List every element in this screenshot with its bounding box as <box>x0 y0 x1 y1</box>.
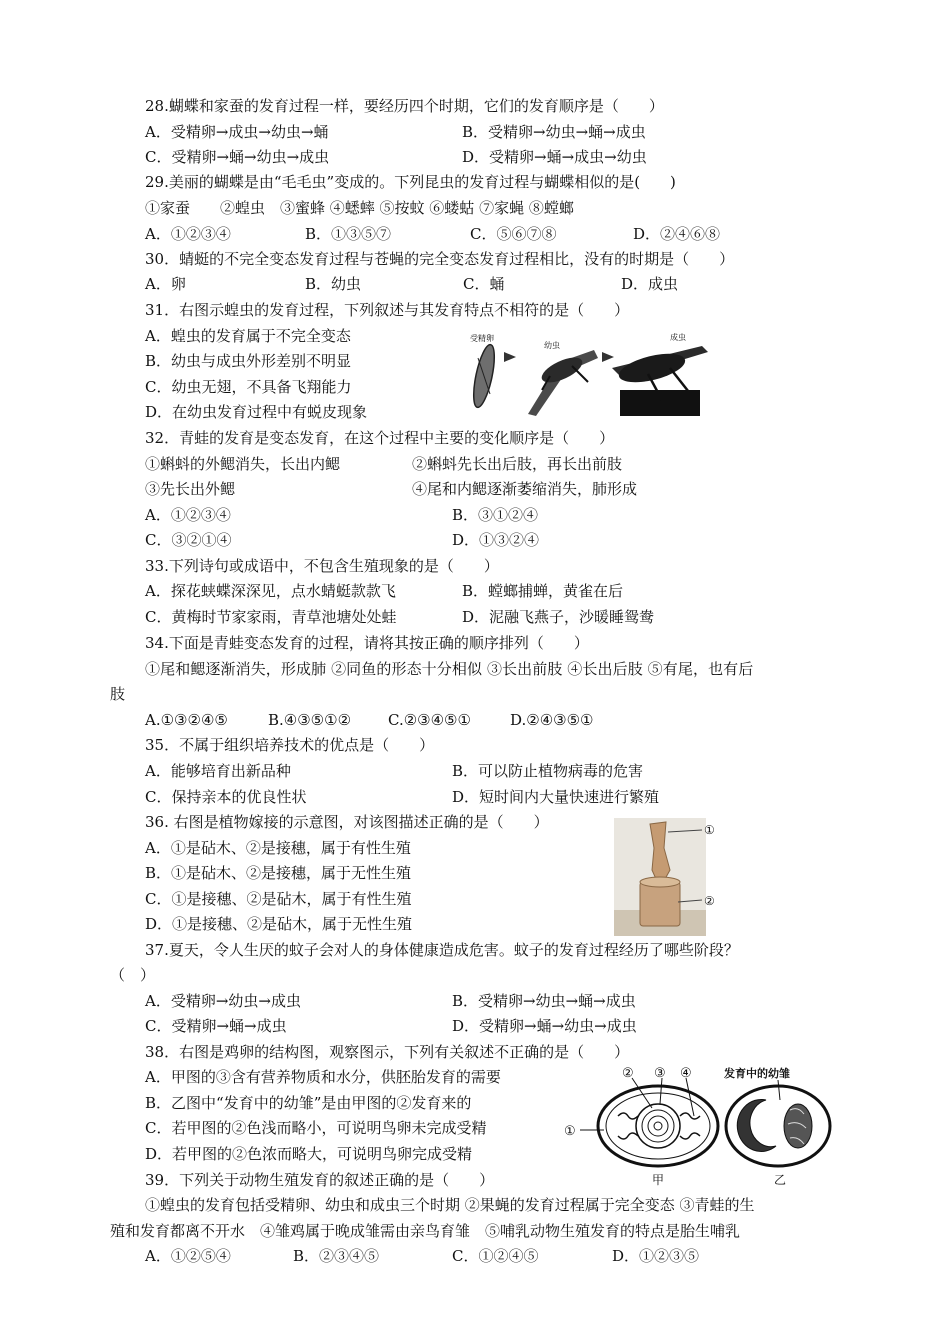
q36-option-a[interactable]: A．①是砧木、②是接穗，属于有性生殖 <box>145 839 411 857</box>
q36-option-c[interactable]: C．①是接穗、②是砧木，属于有性生殖 <box>145 890 412 908</box>
q39-option-c[interactable]: C．①②④⑤ <box>452 1247 539 1265</box>
q34-items-line2: 肢 <box>110 685 126 703</box>
q28-option-d[interactable]: D．受精卵→蛹→成虫→幼虫 <box>462 148 647 166</box>
q38-option-b[interactable]: B．乙图中“发育中的幼雏”是由甲图的②发育来的 <box>145 1094 472 1112</box>
q34-stem: 34.下面是青蛙变态发育的过程，请将其按正确的顺序排列（ ） <box>145 634 589 652</box>
q38-stem: 38．右图是鸡卵的结构图，观察图示，下列有关叙述不正确的是（ ） <box>145 1043 630 1061</box>
fig-label-1: ① <box>704 823 715 837</box>
q30-option-c[interactable]: C．蛹 <box>463 275 505 293</box>
q28-stem: 28.蝴蝶和家蚕的发育过程一样，要经历四个时期，它们的发育顺序是（ ） <box>145 97 664 115</box>
q34-option-b[interactable]: B.④③⑤①② <box>268 711 352 729</box>
arrow-icon <box>602 352 614 362</box>
arrow-icon <box>504 352 516 362</box>
q32-item-4: ④尾和内鳃逐渐萎缩消失，肺形成 <box>412 480 638 498</box>
q37-option-c[interactable]: C．受精卵→蛹→成虫 <box>145 1017 287 1035</box>
grafting-figure <box>612 818 722 936</box>
egg-label-1: ① <box>564 1124 576 1139</box>
q35-option-d[interactable]: D．短时间内大量快速进行繁殖 <box>452 788 660 806</box>
q32-option-b[interactable]: B．③①②④ <box>452 506 539 524</box>
q36-stem: 36. 右图是植物嫁接的示意图，对该图描述正确的是（ ） <box>145 813 549 831</box>
q30-option-d[interactable]: D．成虫 <box>621 275 679 293</box>
egg-label-2: ② <box>622 1066 634 1081</box>
q35-option-b[interactable]: B．可以防止植物病毒的危害 <box>452 762 644 780</box>
egg-label-4: ④ <box>680 1066 692 1081</box>
q28-option-a[interactable]: A．受精卵→成虫→幼虫→蛹 <box>145 123 329 141</box>
q32-item-3: ③先长出外鳃 <box>145 480 236 498</box>
q32-option-a[interactable]: A．①②③④ <box>145 506 231 524</box>
q33-stem: 33.下列诗句或成语中，不包含生殖现象的是（ ） <box>145 557 499 575</box>
q34-option-a[interactable]: A.①③②④⑤ <box>145 711 228 729</box>
egg-caption-yi: 乙 <box>774 1173 787 1187</box>
fig-label-adult: 成虫 <box>670 333 686 342</box>
q37-stem-line1: 37.夏天，令人生厌的蚊子会对人的身体健康造成危害。蚊子的发育过程经历了哪些阶段？ <box>145 941 739 959</box>
egg-diagram-jia <box>580 1078 718 1166</box>
q33-option-c[interactable]: C．黄梅时节家家雨，青草池塘处处蛙 <box>145 608 397 626</box>
locust-development-figure <box>462 328 710 416</box>
q38-option-a[interactable]: A．甲图的③含有营养物质和水分，供胚胎发育的需要 <box>145 1068 501 1086</box>
egg-label-developing-chick: 发育中的幼雏 <box>724 1067 790 1080</box>
q33-option-d[interactable]: D．泥融飞燕子，沙暖睡鸳鸯 <box>462 608 655 626</box>
q39-items-line1: ①蝗虫的发育包括受精卵、幼虫和成虫三个时期 ②果蝇的发育过程属于完全变态 ③青蛙的生 <box>145 1196 755 1214</box>
q39-items-line2: 殖和发育都离不开水 ④雏鸡属于晚成雏需由亲鸟育雏 ⑤哺乳动物生殖发育的特点是胎生哺乳 <box>110 1222 741 1240</box>
q29-option-d[interactable]: D．②④⑥⑧ <box>633 225 721 243</box>
q34-items-line1: ①尾和鳃逐渐消失，形成肺 ②同鱼的形态十分相似 ③长出前肢 ④长出后肢 ⑤有尾，也有后 <box>145 660 754 678</box>
q35-option-a[interactable]: A．能够培育出新品种 <box>145 762 291 780</box>
q34-option-d[interactable]: D.②④③⑤① <box>510 711 594 729</box>
q32-stem: 32．青蛙的发育是变态发育，在这个过程中主要的变化顺序是（ ） <box>145 429 615 447</box>
q31-option-d[interactable]: D．在幼虫发育过程中有蜕皮现象 <box>145 403 368 421</box>
q36-option-d[interactable]: D．①是接穗、②是砧木，属于无性生殖 <box>145 915 413 933</box>
q30-option-b[interactable]: B．幼虫 <box>305 275 362 293</box>
q31-option-c[interactable]: C．幼虫无翅，不具备飞翔能力 <box>145 378 352 396</box>
fig-label-nymph: 幼虫 <box>544 341 560 350</box>
q30-option-a[interactable]: A．卵 <box>145 275 186 293</box>
q29-items: ①家蚕 ②蝗虫 ③蜜蜂 ④蟋蟀 ⑤按蚊 ⑥蝼蛄 ⑦家蝇 ⑧螳螂 <box>145 199 574 217</box>
q37-option-b[interactable]: B．受精卵→幼虫→蛹→成虫 <box>452 992 636 1010</box>
q29-option-b[interactable]: B．①③⑤⑦ <box>305 225 392 243</box>
q32-option-c[interactable]: C．③②①④ <box>145 531 232 549</box>
q32-item-2: ②蝌蚪先长出后肢，再长出前肢 <box>412 455 623 473</box>
q29-option-c[interactable]: C．⑤⑥⑦⑧ <box>470 225 557 243</box>
q32-item-1: ①蝌蚪的外鳃消失，长出内鳃 <box>145 455 341 473</box>
q28-option-c[interactable]: C．受精卵→蛹→幼虫→成虫 <box>145 148 330 166</box>
q28-option-b[interactable]: B．受精卵→幼虫→蛹→成虫 <box>462 123 646 141</box>
q36-option-b[interactable]: B．①是砧木、②是接穗，属于无性生殖 <box>145 864 412 882</box>
q33-option-a[interactable]: A．探花蛱蝶深深见，点水蜻蜓款款飞 <box>145 582 396 600</box>
q38-option-d[interactable]: D．若甲图的②色浓而略大，可说明鸟卵完成受精 <box>145 1145 473 1163</box>
q29-option-a[interactable]: A．①②③④ <box>145 225 231 243</box>
q39-option-a[interactable]: A．①②⑤④ <box>145 1247 231 1265</box>
q38-option-c[interactable]: C．若甲图的②色浅而略小，可说明鸟卵未完成受精 <box>145 1119 487 1137</box>
q35-option-c[interactable]: C．保持亲本的优良性状 <box>145 788 307 806</box>
egg-label-3: ③ <box>654 1066 666 1081</box>
rootstock-image <box>640 882 680 926</box>
q37-option-a[interactable]: A．受精卵→幼虫→成虫 <box>145 992 301 1010</box>
q39-option-b[interactable]: B．②③④⑤ <box>293 1247 380 1265</box>
q32-option-d[interactable]: D．①③②④ <box>452 531 540 549</box>
egg-diagram-yi <box>726 1080 830 1166</box>
q39-option-d[interactable]: D．①②③⑤ <box>612 1247 700 1265</box>
q31-stem: 31．右图示蝗虫的发育过程，下列叙述与其发育特点不相符的是（ ） <box>145 301 630 319</box>
q39-stem: 39．下列关于动物生殖发育的叙述正确的是（ ） <box>145 1171 495 1189</box>
q29-stem: 29.美丽的蝴蝶是由“毛毛虫”变成的。下列昆虫的发育过程与蝴蝶相似的是( ) <box>145 173 676 191</box>
q37-stem-line2: （ ） <box>110 966 156 984</box>
egg-structure-figure <box>560 1064 850 1188</box>
q35-stem: 35．不属于组织培养技术的优点是（ ） <box>145 736 435 754</box>
fig-label-egg: 受精卵 <box>470 334 494 343</box>
fig-label-2: ② <box>704 894 715 908</box>
q34-option-c[interactable]: C.②③④⑤① <box>388 711 471 729</box>
q31-option-a[interactable]: A．蝗虫的发育属于不完全变态 <box>145 327 351 345</box>
q30-stem: 30．蜻蜓的不完全变态发育过程与苍蝇的完全变态发育过程相比，没有的时期是（ ） <box>145 250 735 268</box>
q33-option-b[interactable]: B．螳螂捕蝉，黄雀在后 <box>462 582 624 600</box>
egg-caption-jia: 甲 <box>652 1173 665 1187</box>
q37-option-d[interactable]: D．受精卵→蛹→幼虫→成虫 <box>452 1017 637 1035</box>
q31-option-b[interactable]: B．幼虫与成虫外形差别不明显 <box>145 352 352 370</box>
